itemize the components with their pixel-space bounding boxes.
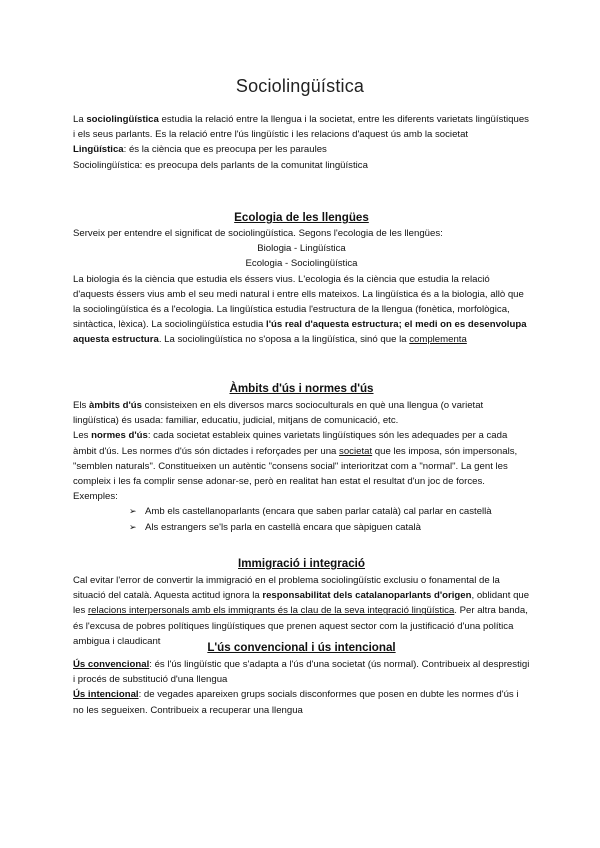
underlined-word: societat <box>339 445 373 457</box>
text-run: La <box>73 114 87 125</box>
text-run: : cada societat estableix quines varietats lingüístiques són les adequades per a cada àmbit d'ús. Les normes d'ús són dictades i reforçades per una <box>73 430 508 457</box>
heading-ambits: Àmbits d'ús i normes d'ús <box>229 382 374 395</box>
arrow-bullet-icon: ➢ <box>129 506 137 517</box>
text-run: . La sociolingüística no s'oposa a la lingüística, sinó que la <box>158 334 410 346</box>
text-run: . Per altra banda, és l'excusa de pobres polítiques lingüístiques que prenen aquest sector com la justificació d'una política ambigua i claudicant <box>73 605 528 647</box>
text-run: Els <box>73 400 89 411</box>
immigracio-paragraph <box>73 573 530 649</box>
definition-sociolinguistica: Sociolingüística: es preocupa dels parlants de la comunitat lingüística <box>73 159 368 171</box>
heading-immigracio: Immigració i integració <box>238 557 365 570</box>
list-item <box>73 504 530 519</box>
underlined-word: complementa <box>409 334 467 346</box>
text-run: : és l'ús lingüístic que s'adapta a l'ús d'una societat (ús normal). Contribueix al desprestigi i procés de substitució d'una llengua <box>73 659 530 686</box>
ecologia-paragraph <box>73 272 530 348</box>
arrow-bullet-icon: ➢ <box>129 521 137 532</box>
normes-paragraph <box>73 428 530 504</box>
term-ambits: àmbits d'ús <box>89 400 142 411</box>
text-run: : de vegades apareixen grups socials disconformes que posen en dubte les normes d'ús i no les segueixen. Contribueix a recuperar una llengua <box>73 689 519 716</box>
page-title: Sociolingüística <box>235 76 365 96</box>
term-linguistica: Lingüística <box>73 144 124 156</box>
term-normes: normes d'ús <box>91 430 148 442</box>
text-run: que les imposa, són impersonals, "semblen naturals". Constitueixen un autèntic "consens social" interioritzat com a "normal". La gent les compleix i les fa complir sense adonar-se, però en realitat han estat el resultat d'un joc de forces. Exemples: <box>73 445 518 503</box>
bold-phrase: l'ús real d'aquesta estructura; el medi on es desenvolupa aquesta estructura <box>73 319 527 346</box>
underlined-phrase: relacions interpersonals amb els immigrants és la clau de la seva integració lingüística <box>87 605 455 617</box>
text-run: La biologia és la ciència que estudia els éssers vius. L'ecologia és la ciència que estudia la relació d'aquests éssers vius amb el seu medi natural i entre ells mateixos. La lingüística és a la biologia, allò que la sociolingüística és a l'ecologia. La lingüística estudia l'estructura de la llengua (fonètica, morfològica, sintàctica, lèxica). La sociolingüística estudia <box>73 273 524 331</box>
list-item-text: Amb els castellanoparlants (encara que saben parlar català) cal parlar en castellà <box>145 506 492 518</box>
immigracio-section <box>73 573 530 649</box>
ambits-paragraph <box>73 398 530 428</box>
text-run: Les <box>73 430 92 442</box>
us-convencional <box>73 657 530 687</box>
pair-ecologia: Ecologia - Sociolingüística <box>245 258 358 270</box>
ecologia-section <box>73 226 530 348</box>
list-item-text: Als estrangers se'ls parla en castellà encara que sàpiguen català <box>145 521 421 533</box>
ecologia-intro: Serveix per entendre el significat de sociolingüística. Segons l'ecologia de les llengües: <box>73 228 443 239</box>
intro-paragraph <box>73 112 530 142</box>
text-run: consisteixen en els diversos marcs socioculturals en què una llengua (o varietat lingüística) és usada: familiar, educatiu, judicial, mitjans de comunicació, etc. <box>73 400 484 427</box>
intro-section <box>73 112 530 173</box>
text-run: , oblidant que les <box>73 590 530 617</box>
text-run: estudia la relació entre la llengua i la societat, entre les diferents varietats lingüístiques i els seus parlants. Es la relació entre l'ús lingüístic i les relacions d'aquest ús amb la societat <box>73 114 529 141</box>
text-run: Cal evitar l'error de convertir la immigració en el problema sociolingüístic exclusiu o fonamental de la situació del català. Aquesta actitud ignora la <box>73 575 500 602</box>
term-us-intencional: Ús intencional <box>73 689 139 701</box>
term-us-convencional: Ús convencional <box>73 659 150 670</box>
pair-biologia: Biologia - Lingüística <box>257 243 346 255</box>
definition-linguistica <box>73 142 530 157</box>
us-intencional <box>73 687 530 717</box>
list-item <box>73 520 530 535</box>
heading-ecologia: Ecologia de les llengües <box>234 211 369 224</box>
us-section <box>73 657 530 718</box>
examples-list <box>73 504 530 534</box>
text-run: : és la ciència que es preocupa per les paraules <box>123 144 327 156</box>
bold-phrase: responsabilitat dels catalanoparlants d'origen <box>262 590 472 602</box>
ambits-section <box>73 398 530 535</box>
term-sociolinguistica: sociolingüística <box>86 114 159 125</box>
heading-us: L'ús convencional i ús intencional <box>207 641 396 654</box>
